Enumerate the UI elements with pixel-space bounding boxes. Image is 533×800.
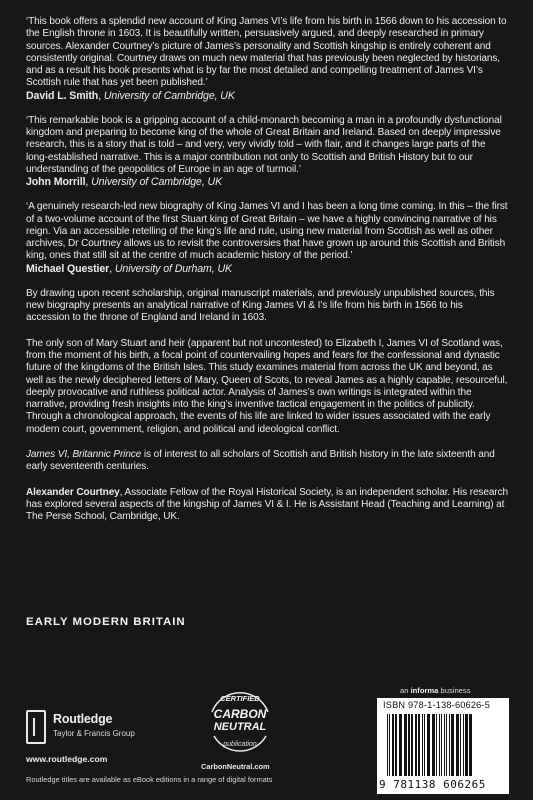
barcode-bar [387, 714, 388, 776]
carbon-word: CARBON [213, 707, 267, 721]
endorser-institution: University of Durham, UK [114, 262, 232, 275]
barcode-bar [463, 714, 464, 776]
barcode-bar [395, 714, 397, 776]
barcode-bar [444, 714, 445, 776]
informa-business [400, 686, 471, 695]
barcode-bar [469, 714, 472, 776]
barcode-bar [424, 714, 425, 776]
barcode-bar [411, 714, 413, 776]
barcode-bar [436, 714, 437, 776]
barcode-bar [392, 714, 394, 776]
barcode-bar [422, 714, 423, 776]
barcode-digits: 9 781138 606265 [379, 778, 486, 791]
barcode-bar [427, 714, 430, 776]
barcode-bar [460, 714, 461, 776]
endorsement-questier [26, 201, 508, 275]
barcode-bar [439, 714, 440, 776]
barcode-bar [432, 714, 435, 776]
endorsement-attribution: David L. Smith, University of Cambridge, UK [26, 89, 235, 102]
barcode-bar [418, 714, 420, 776]
author-name: Alexander Courtney [26, 486, 120, 498]
endorsement-quote: ‘A genuinely research-led new biography of King James VI and I has been a long time coming. In this – the first of a two-volume account of the first Stuart king of Great Britain – we have a highly convincing narrative of his reign. Via an accessible retelling of the king’s life and rule, using new material from Scottish as well as other archives, Dr Courtney allows us to revisit the controversies that have grown up around this Scottish and British king, ones that still sit at the centre of much academic history of the period.’ [26, 201, 508, 262]
book-title: James VI, Britannic Prince [26, 449, 142, 461]
barcode-bar [415, 714, 417, 776]
author-bio-paragraph [26, 487, 508, 524]
publisher-group: Taylor & Francis Group [53, 729, 135, 738]
endorser-institution: University of Cambridge, UK [91, 176, 223, 189]
publisher-name: Routledge [53, 712, 113, 726]
carbon-neutral-logo [200, 684, 280, 764]
routledge-logo [26, 710, 176, 760]
barcode-bar [408, 714, 410, 776]
informa-suffix: business [438, 686, 471, 695]
endorsement-smith [26, 16, 508, 103]
informa-prefix: an [400, 686, 411, 695]
endorsement-quote: ‘This remarkable book is a gripping account of a child-monarch becoming a man in a profoundly dysfunctional kingdom and preparing to become king of the whole of Great Britain and Ireland. Based on deeply impressive research, this is a story that is told – and very, very vividly told – with flair, and it changes large parts of the long-established narrative. This is a major contribution not only to Scottish and British History but to our understanding of the geopolitics of Europe in an age of turmoil.’ [26, 114, 502, 175]
audience-text: is of interest to all scholars of Scottish and British history in the late sixteenth and early seventeenth centuries. [26, 449, 495, 473]
barcode-bar [399, 714, 402, 776]
routledge-r-icon [26, 710, 46, 744]
barcode-bar [465, 714, 468, 776]
barcode-bar [446, 714, 447, 776]
isbn-barcode [377, 698, 509, 794]
barcode-bar [456, 714, 459, 776]
barcode-bar [389, 714, 390, 776]
barcode-bar [449, 714, 450, 776]
barcode-bars [383, 714, 503, 778]
publisher-url[interactable]: www.routledge.com [26, 754, 108, 764]
carbon-certified: CERTIFIED [220, 694, 260, 703]
carbon-neutral-word: NEUTRAL [213, 721, 267, 733]
endorsement-attribution: Michael Questier, University of Durham, UK [26, 262, 232, 275]
informa-brand: informa [410, 686, 439, 695]
description-paragraph: The only son of Mary Stuart and heir (apparent but not uncontested) to Elizabeth I, James VI of Scotland was, from the moment of his birth, a focal point of countervailing hopes and fears for the confessional and dynastic future of the kingdoms of the British Isles. This study examines material from across the UK and beyond, as well as the newly deciphered letters of Mary, Queen of Scots, to reveal James as a highly capable, resourceful, deeply provocative and ruthless political actor. Analysis of James’s own writings is integrated within the narrative, providing fresh insights into the king’s inventive tactical engagement in the politics of publicity. Through a chronological approach, the events of his life are linked to wider issues associated with the early modern court, government, religion, and political and ideological conflict. [26, 337, 508, 435]
endorser-name: Michael Questier [26, 262, 110, 275]
barcode-bar [441, 714, 442, 776]
endorsement-quote: ‘This book offers a splendid new account of King James VI’s life from his birth in 1566 down to his accession to the English throne in 1603. It is beautifully written, persuasively argued, and deeply researched in primary sources. Alexander Courtney’s picture of James’s personality and Scottish kingship is entirely coherent and consistently original. Courtney draws on much new material that has previously been neglected by historians, and as a result his book presents what is by far the most detailed and compelling treatment of James VI’s Scottish rule that has yet been published.’ [26, 16, 507, 89]
series-title: EARLY MODERN BRITAIN [26, 616, 186, 628]
author-bio: , Associate Fellow of the Royal Historical Society, is an independent scholar. His research has explored several aspects of the kingship of James VI & I. He is Assistant Head (Teaching and Learning) at The Perse School, Cambridge, UK. [26, 486, 508, 523]
endorser-institution: University of Cambridge, UK [103, 89, 235, 102]
endorsement-morrill [26, 115, 508, 189]
carbon-url[interactable]: CarbonNeutral.com [201, 762, 270, 771]
endorsement-attribution: John Morrill, University of Cambridge, UK [26, 176, 223, 189]
carbon-publication: publication [223, 741, 257, 748]
audience-paragraph [26, 449, 508, 474]
ebook-note: Routledge titles are available as eBook editions in a range of digital formats [26, 775, 273, 784]
description-paragraph: By drawing upon recent scholarship, original manuscript materials, and previously unpublished sources, this new biography presents an analytical narrative of King James VI & I’s life from his birth in 1566 to his accession to the throne of England and Ireland in 1603. [26, 287, 495, 324]
barcode-bar [451, 714, 454, 776]
barcode-bar [404, 714, 407, 776]
endorser-name: David L. Smith [26, 89, 99, 102]
endorser-name: John Morrill [26, 176, 86, 189]
back-cover-text [26, 16, 508, 537]
isbn-number: ISBN 978-1-138-60626-5 [383, 700, 491, 710]
